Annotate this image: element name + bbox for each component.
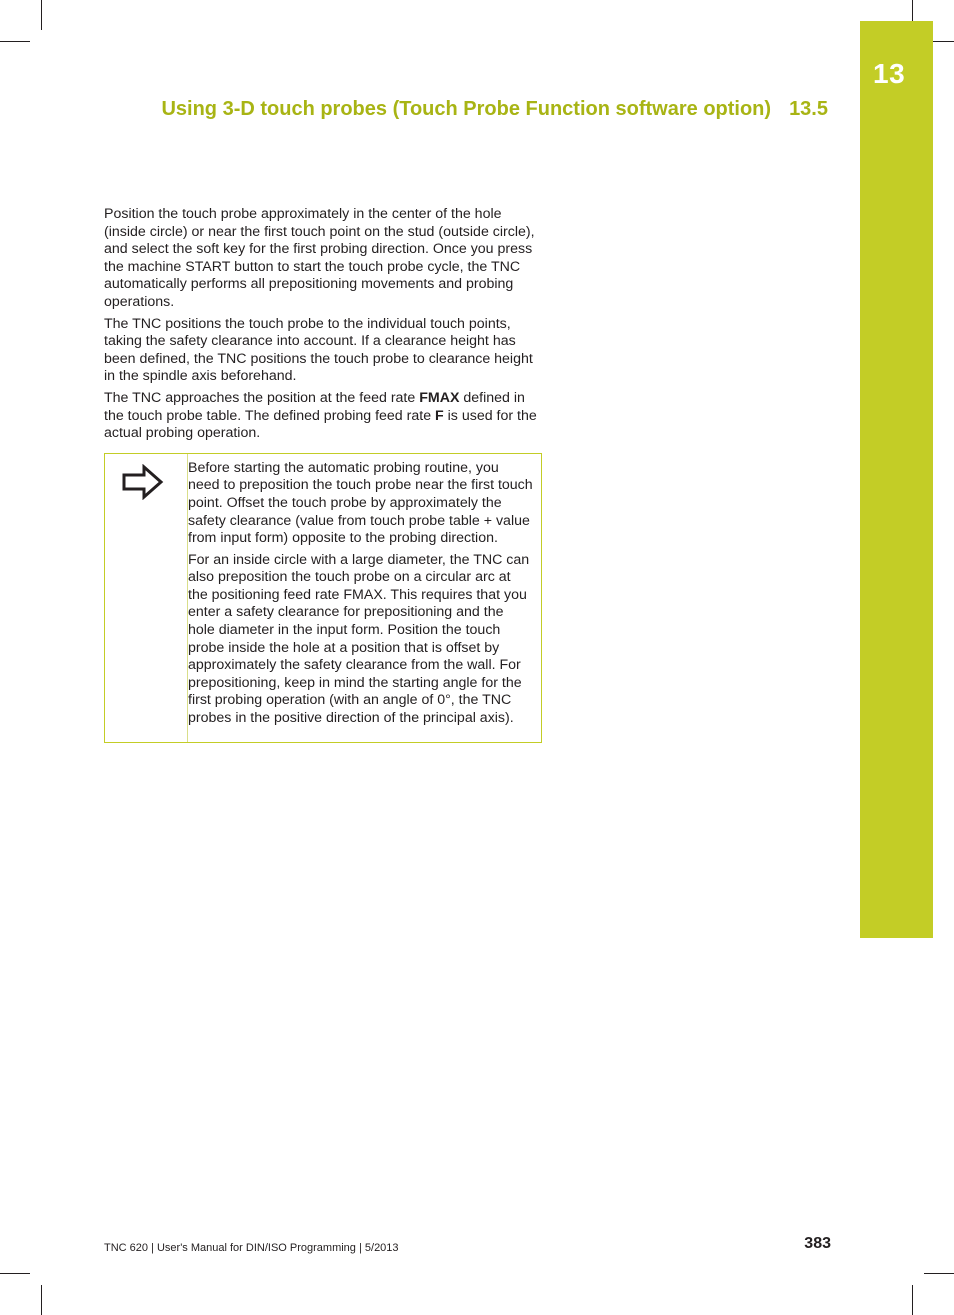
crop-mark	[41, 0, 42, 30]
crop-mark	[41, 1285, 42, 1315]
note-paragraph: For an inside circle with a large diameter, the TNC can also preposition the touch probe on a circular arc at the positioning feed rate FMAX. This requires that you enter a safety clearance for prepositioning and the hole diameter in the input form. Position the touch probe inside the hole at a position that is offset by approximately the safety clearance from the wall. For prepositioning, keep in mind the starting angle for the first probing operation (with an angle of 0°, the TNC probes in the positive direction of the principal axis).	[188, 551, 530, 727]
text-run: The TNC approaches the position at the feed rate	[104, 389, 420, 406]
note-text	[188, 454, 541, 742]
section-header	[161, 98, 828, 121]
section-number: 13.5	[789, 98, 828, 120]
note-paragraph: Before starting the automatic probing routine, you need to preposition the touch probe near the first touch point. Offset the touch probe by approximately the safety clearance (value from touch probe table + value from input form) opposite to the probing direction.	[188, 459, 533, 547]
code-fmax: FMAX	[419, 389, 460, 406]
crop-mark	[0, 1273, 30, 1274]
code-f: F	[435, 407, 444, 424]
footer-text: TNC 620 | User's Manual for DIN/ISO Programming | 5/2013	[104, 1242, 399, 1254]
main-content	[104, 206, 544, 743]
section-title: Using 3-D touch probes (Touch Probe Function software option)	[161, 98, 772, 120]
body-paragraph	[104, 390, 544, 443]
body-paragraph: Position the touch probe approximately in the center of the hole (inside circle) or near the first touch point on the stud (outside circle), and select the soft key for the first probing direction. Once you press the machine START button to start the touch probe cycle, the TNC automatically performs all prepositioning movements and probing operations.	[104, 206, 535, 310]
text-run: is used for the actual probing operation.	[104, 407, 537, 442]
body-paragraph: The TNC positions the touch probe to the individual touch points, taking the safety clearance into account. If a clearance height has been defined, the TNC positions the touch probe to clearance height in the spindle axis beforehand.	[104, 315, 533, 385]
chapter-number: 13	[873, 58, 906, 89]
arrow-right-icon	[122, 464, 164, 500]
text-run: defined in the touch probe table. The defined probing feed rate	[104, 389, 525, 424]
crop-mark	[912, 1285, 913, 1315]
chapter-tab	[860, 21, 933, 938]
note-box	[104, 453, 542, 743]
crop-mark	[924, 1273, 954, 1274]
note-icon-column	[105, 454, 188, 742]
crop-mark	[0, 41, 30, 42]
page-number: 383	[804, 1235, 831, 1252]
